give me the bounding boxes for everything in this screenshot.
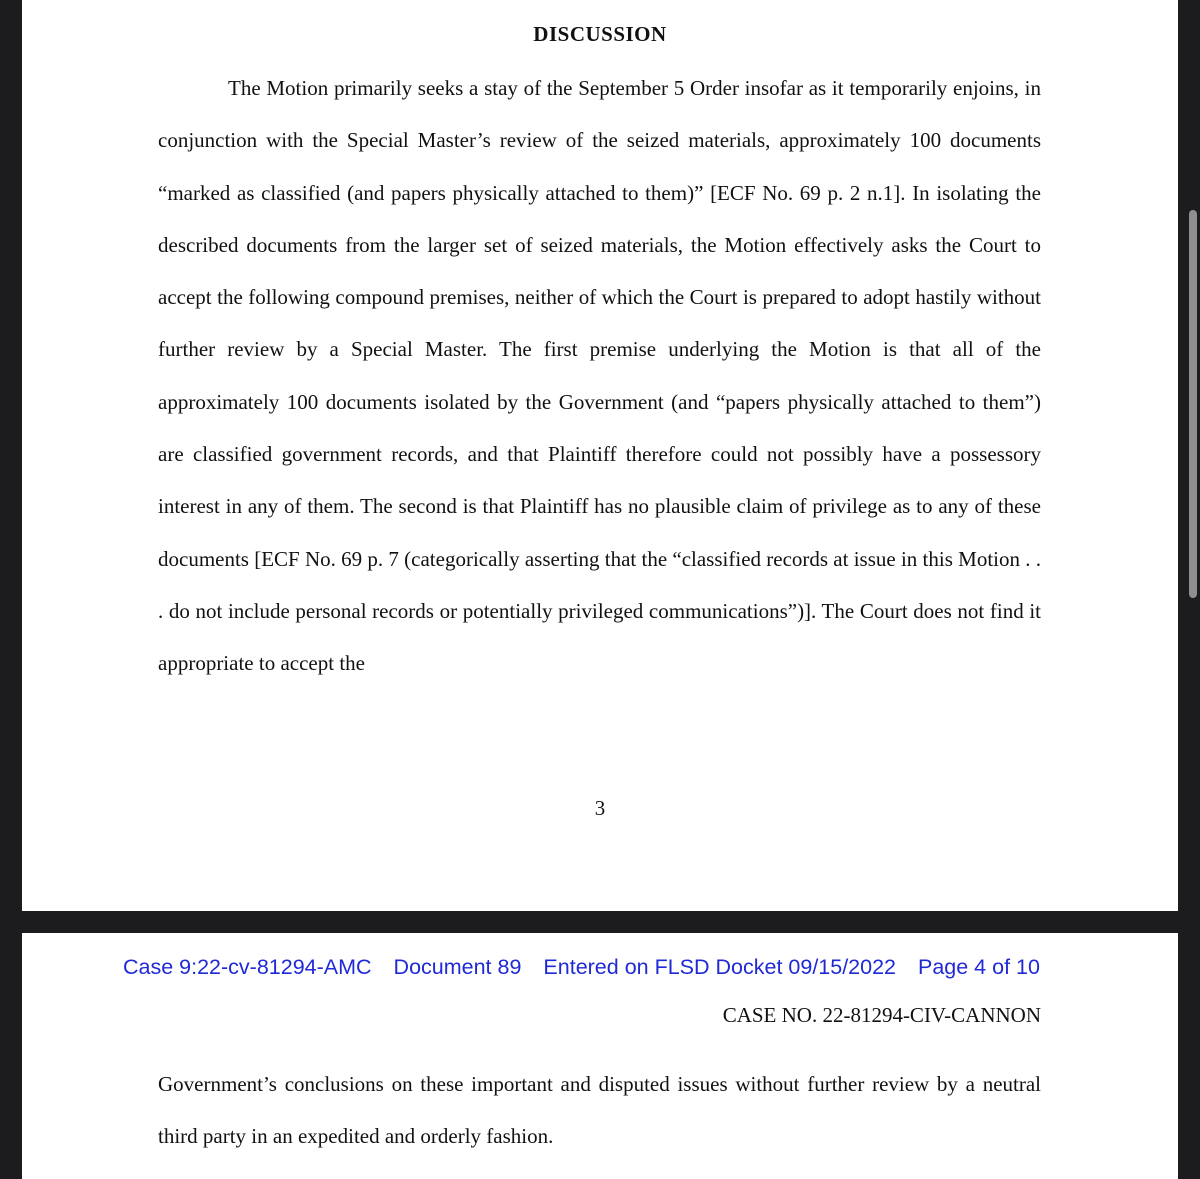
entered-date-link[interactable]: Entered on FLSD Docket 09/15/2022 — [543, 955, 897, 979]
body-paragraph: The Motion primarily seeks a stay of the September 5 Order insofar as it temporarily enjoins, in conjunction with the Special Master’s review of the seized materials, approximately 100 documents “marked as classified (and papers physically attached to them)” [ECF No. 69 p. 2 n.1]. In isolating the described documents from the larger set of seized materials, the Motion effectively asks the Court to accept the following compound premises, neither of which the Court is prepared to adopt hastily without further review by a Special Master. The first premise underlying the Motion is that all of the approximately 100 documents isolated by the Government (and “papers physically attached to them”) are classified government records, and that Plaintiff therefore could not possibly have a possessory interest in any of them. The second is that Plaintiff has no plausible claim of privilege as to any of these documents [ECF No. 69 p. 7 (categorically asserting that the “classified records at issue in this Motion . . . do not include personal records or potentially privileged communications”)]. The Court does not find it appropriate to accept the — [158, 76, 1041, 676]
case-number-link[interactable]: Case 9:22-cv-81294-AMC — [123, 955, 372, 979]
vertical-scrollbar[interactable] — [1189, 210, 1197, 598]
page-count-link[interactable]: Page 4 of 10 — [918, 955, 1040, 979]
pdf-page-4 — [22, 933, 1178, 1179]
pdf-page-3 — [22, 0, 1178, 911]
section-heading: DISCUSSION — [533, 22, 667, 46]
document-number-link[interactable]: Document 89 — [393, 955, 522, 979]
case-no-label: CASE NO. 22-81294-CIV-CANNON — [722, 1003, 1041, 1027]
docket-header — [123, 955, 1040, 980]
body-paragraph-continued: Government’s conclusions on these important and disputed issues without further review by a neutral third party in an expedited and orderly fashion. — [158, 1072, 1041, 1149]
page-number: 3 — [594, 796, 606, 820]
